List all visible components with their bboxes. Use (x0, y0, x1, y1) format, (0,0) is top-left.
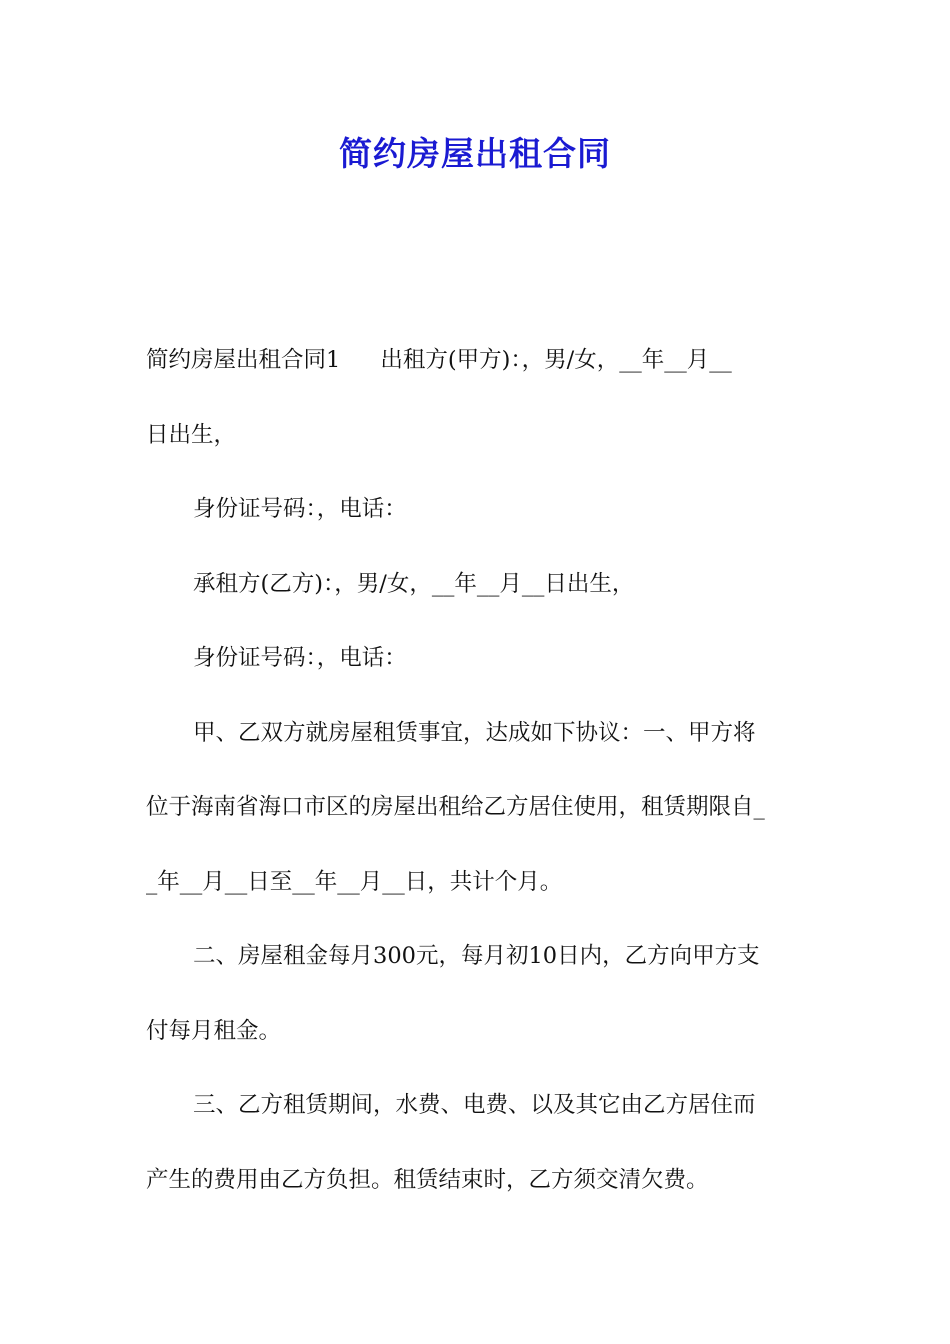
paragraph-line-9: 二、房屋租金每月300元，每月初10日内，乙方向甲方支 (193, 943, 760, 969)
contract-heading-text: 简约房屋出租合同1 (146, 347, 341, 373)
paragraph-line-12: 产生的费用由乙方负担。租赁结束时，乙方须交清欠费。 (146, 1166, 709, 1193)
paragraph-line-7: 位于海南省海口市区的房屋出租给乙方居住使用，租赁期限自_ (146, 794, 765, 820)
paragraph-line-2: 日出生， (146, 421, 237, 448)
paragraph-line-1 (146, 340, 810, 415)
paragraph-line-10: 付每月租金。 (146, 1017, 282, 1044)
lessor-text: 出租方(甲方)：，男/女，__年__月__ (380, 347, 732, 373)
document-title: 简约房屋出租合同 (339, 134, 611, 173)
paragraph-line-3: 身份证号码：，电话： (193, 496, 407, 522)
paragraph-line-11: 三、乙方租赁期间，水费、电费、以及其它由乙方居住而 (193, 1092, 756, 1118)
paragraph-line-8: _年__月__日至__年__月__日，共计个月。 (146, 868, 563, 895)
document-body (146, 340, 810, 1234)
paragraph-line-6: 甲、乙双方就房屋租赁事宜，达成如下协议：一、甲方将 (193, 719, 756, 746)
paragraph-line-5: 身份证号码：，电话： (193, 645, 407, 671)
paragraph-line-4: 承租方(乙方)：，男/女，__年__月__日出生， (193, 570, 635, 597)
